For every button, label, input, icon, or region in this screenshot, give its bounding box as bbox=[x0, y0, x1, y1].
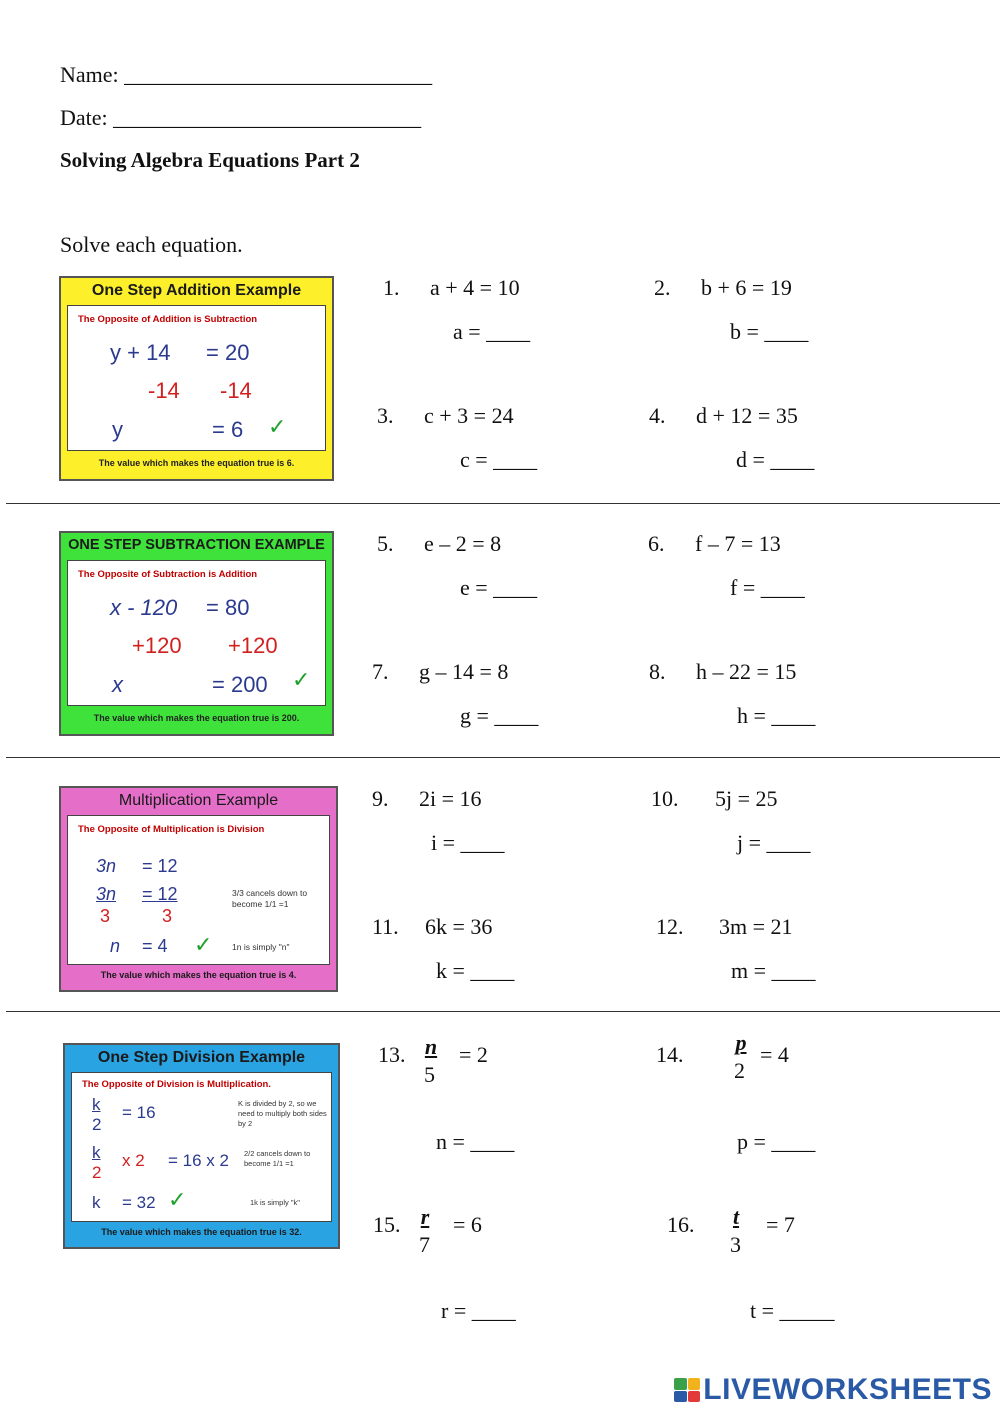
multiplication-example-footer: The value which makes the equation true is 4. bbox=[100, 970, 297, 980]
multiplication-line3-right: = 4 bbox=[142, 936, 168, 956]
problem-number: 13. bbox=[378, 1042, 406, 1067]
division-line3-side-note: 1k is simply "k" bbox=[250, 1198, 300, 1207]
problem-number: 10. bbox=[651, 786, 679, 811]
divider bbox=[6, 757, 1000, 758]
division-example-footer: The value which makes the equation true is 32. bbox=[101, 1227, 302, 1237]
division-line2-right: = 16 x 2 bbox=[168, 1151, 229, 1170]
worksheet-title: Solving Algebra Equations Part 2 bbox=[60, 148, 360, 172]
answer-field[interactable]: b = ____ bbox=[730, 319, 809, 344]
subtraction-line1-left: x - 120 bbox=[110, 595, 178, 620]
problem-equation: 5j = 25 bbox=[715, 786, 778, 811]
problem-number: 15. bbox=[373, 1212, 401, 1237]
problem-number: 2. bbox=[654, 275, 671, 300]
multiplication-line2-rden: 3 bbox=[162, 906, 173, 926]
date-field[interactable]: Date: ____________________________ bbox=[60, 105, 422, 130]
addition-line2-right: -14 bbox=[220, 378, 252, 403]
answer-field[interactable]: p = ____ bbox=[737, 1129, 816, 1154]
subtraction-line1-right: = 80 bbox=[206, 595, 250, 620]
divider bbox=[6, 1011, 1000, 1012]
division-line2-den: 2 bbox=[92, 1163, 102, 1182]
check-icon: ✓ bbox=[292, 667, 311, 692]
addition-line1-right: = 20 bbox=[206, 340, 250, 365]
addition-line2-left: -14 bbox=[148, 378, 180, 403]
check-icon: ✓ bbox=[168, 1187, 187, 1212]
answer-field[interactable]: e = ____ bbox=[460, 575, 538, 600]
division-line1-num: k bbox=[92, 1095, 101, 1114]
problem-equation: a + 4 = 10 bbox=[430, 275, 520, 300]
fraction-denominator: 5 bbox=[424, 1062, 435, 1087]
fraction-denominator: 7 bbox=[419, 1232, 430, 1257]
division-example-title: One Step Division Example bbox=[97, 1049, 306, 1066]
division-example-note: The Opposite of Division is Multiplication. bbox=[82, 1079, 271, 1090]
problem-number: 4. bbox=[649, 403, 666, 428]
fraction-numerator: t bbox=[732, 1204, 740, 1229]
problem-number: 9. bbox=[372, 786, 389, 811]
answer-field[interactable]: i = ____ bbox=[431, 830, 505, 855]
multiplication-line3-left: n bbox=[110, 936, 121, 956]
problem-equation: g – 14 = 8 bbox=[419, 659, 509, 684]
problem-number: 12. bbox=[656, 914, 684, 939]
answer-field[interactable]: r = ____ bbox=[441, 1298, 516, 1323]
fraction-numerator: r bbox=[420, 1204, 430, 1229]
division-line2-num: k bbox=[92, 1143, 101, 1162]
division-line1-side-note: K is divided by 2, so we need to multiply both sides by 2 bbox=[238, 1099, 327, 1128]
multiplication-line2-den: 3 bbox=[100, 906, 111, 926]
division-line2-mul: x 2 bbox=[122, 1151, 145, 1170]
problem-equation: c + 3 = 24 bbox=[424, 403, 514, 428]
watermark-text: LIVEWORKSHEETS bbox=[703, 1373, 992, 1406]
answer-field[interactable]: d = ____ bbox=[736, 447, 815, 472]
divider bbox=[6, 503, 1000, 504]
fraction-denominator: 3 bbox=[730, 1232, 741, 1257]
answer-field[interactable]: h = ____ bbox=[737, 703, 816, 728]
addition-example-title: One Step Addition Example bbox=[91, 282, 302, 299]
answer-field[interactable]: f = ____ bbox=[730, 575, 805, 600]
problem-equation: d + 12 = 35 bbox=[696, 403, 798, 428]
multiplication-line2-side-note: 3/3 cancels down to become 1/1 =1 bbox=[232, 888, 308, 909]
multiplication-example-title: Multiplication Example bbox=[118, 792, 279, 809]
multiplication-line1-right: = 12 bbox=[142, 856, 178, 876]
multiplication-example-card bbox=[59, 786, 338, 992]
subtraction-line2-left: +120 bbox=[132, 633, 182, 658]
fraction-numerator: n bbox=[424, 1034, 438, 1059]
addition-line1-left: y + 14 bbox=[110, 340, 171, 365]
problem-number: 6. bbox=[648, 531, 665, 556]
answer-field[interactable]: c = ____ bbox=[460, 447, 538, 472]
addition-line3-right: = 6 bbox=[212, 417, 244, 442]
problem-number: 3. bbox=[377, 403, 394, 428]
liveworksheets-watermark[interactable] bbox=[674, 1373, 992, 1407]
answer-field[interactable]: a = ____ bbox=[453, 319, 531, 344]
division-example-card bbox=[63, 1043, 340, 1249]
problem-equation: 2i = 16 bbox=[419, 786, 482, 811]
division-line3-right: = 32 bbox=[122, 1193, 156, 1212]
liveworksheets-logo-icon bbox=[674, 1378, 700, 1402]
subtraction-example-title: ONE STEP SUBTRACTION EXAMPLE bbox=[68, 537, 325, 553]
fraction-numerator: p bbox=[735, 1030, 747, 1055]
check-icon: ✓ bbox=[194, 932, 213, 957]
multiplication-line2-num: 3n bbox=[96, 884, 117, 904]
multiplication-line3-side-note: 1n is simply "n" bbox=[232, 942, 290, 952]
multiplication-example-note: The Opposite of Multiplication is Division bbox=[78, 824, 265, 835]
problem-equation: f – 7 = 13 bbox=[695, 531, 781, 556]
division-line1-den: 2 bbox=[92, 1115, 102, 1134]
problem-number: 7. bbox=[372, 659, 389, 684]
problem-number: 1. bbox=[383, 275, 400, 300]
division-line1-right: = 16 bbox=[122, 1103, 156, 1122]
answer-field[interactable]: t = _____ bbox=[750, 1298, 835, 1323]
problem-rhs: = 6 bbox=[453, 1212, 482, 1237]
answer-field[interactable]: n = ____ bbox=[436, 1129, 515, 1154]
addition-example-note: The Opposite of Addition is Subtraction bbox=[78, 314, 258, 325]
problem-equation: 3m = 21 bbox=[719, 914, 793, 939]
multiplication-line2-rnum: = 12 bbox=[142, 884, 178, 904]
subtraction-example-card bbox=[59, 531, 334, 736]
problem-number: 8. bbox=[649, 659, 666, 684]
problem-number: 11. bbox=[372, 914, 399, 939]
fraction-denominator: 2 bbox=[734, 1058, 745, 1083]
problem-equation: h – 22 = 15 bbox=[696, 659, 797, 684]
instructions: Solve each equation. bbox=[60, 232, 243, 257]
problem-rhs: = 4 bbox=[760, 1042, 789, 1067]
answer-field[interactable]: k = ____ bbox=[436, 958, 515, 983]
addition-line3-left: y bbox=[112, 417, 123, 442]
answer-field[interactable]: j = ____ bbox=[737, 830, 811, 855]
division-line3-left: k bbox=[92, 1193, 101, 1212]
problem-rhs: = 2 bbox=[459, 1042, 488, 1067]
problem-equation: 6k = 36 bbox=[425, 914, 493, 939]
multiplication-line1-left: 3n bbox=[96, 856, 117, 876]
problem-equation: b + 6 = 19 bbox=[701, 275, 792, 300]
answer-field[interactable]: g = ____ bbox=[460, 703, 539, 728]
subtraction-line3-right: = 200 bbox=[212, 672, 268, 697]
subtraction-example-note: The Opposite of Subtraction is Addition bbox=[78, 569, 258, 580]
subtraction-line3-left: x bbox=[112, 672, 123, 697]
check-icon: ✓ bbox=[268, 414, 287, 439]
problem-rhs: = 7 bbox=[766, 1212, 795, 1237]
name-field[interactable]: Name: ____________________________ bbox=[60, 62, 433, 87]
subtraction-line2-right: +120 bbox=[228, 633, 278, 658]
subtraction-example-footer: The value which makes the equation true is 200. bbox=[93, 713, 300, 723]
problem-number: 5. bbox=[377, 531, 394, 556]
addition-example-footer: The value which makes the equation true is 6. bbox=[98, 458, 295, 468]
problem-number: 14. bbox=[656, 1042, 684, 1067]
addition-example-card bbox=[59, 276, 334, 481]
answer-field[interactable]: m = ____ bbox=[731, 958, 816, 983]
problem-number: 16. bbox=[667, 1212, 695, 1237]
problem-equation: e – 2 = 8 bbox=[424, 531, 502, 556]
division-line2-side-note: 2/2 cancels down to become 1/1 =1 bbox=[244, 1149, 311, 1168]
